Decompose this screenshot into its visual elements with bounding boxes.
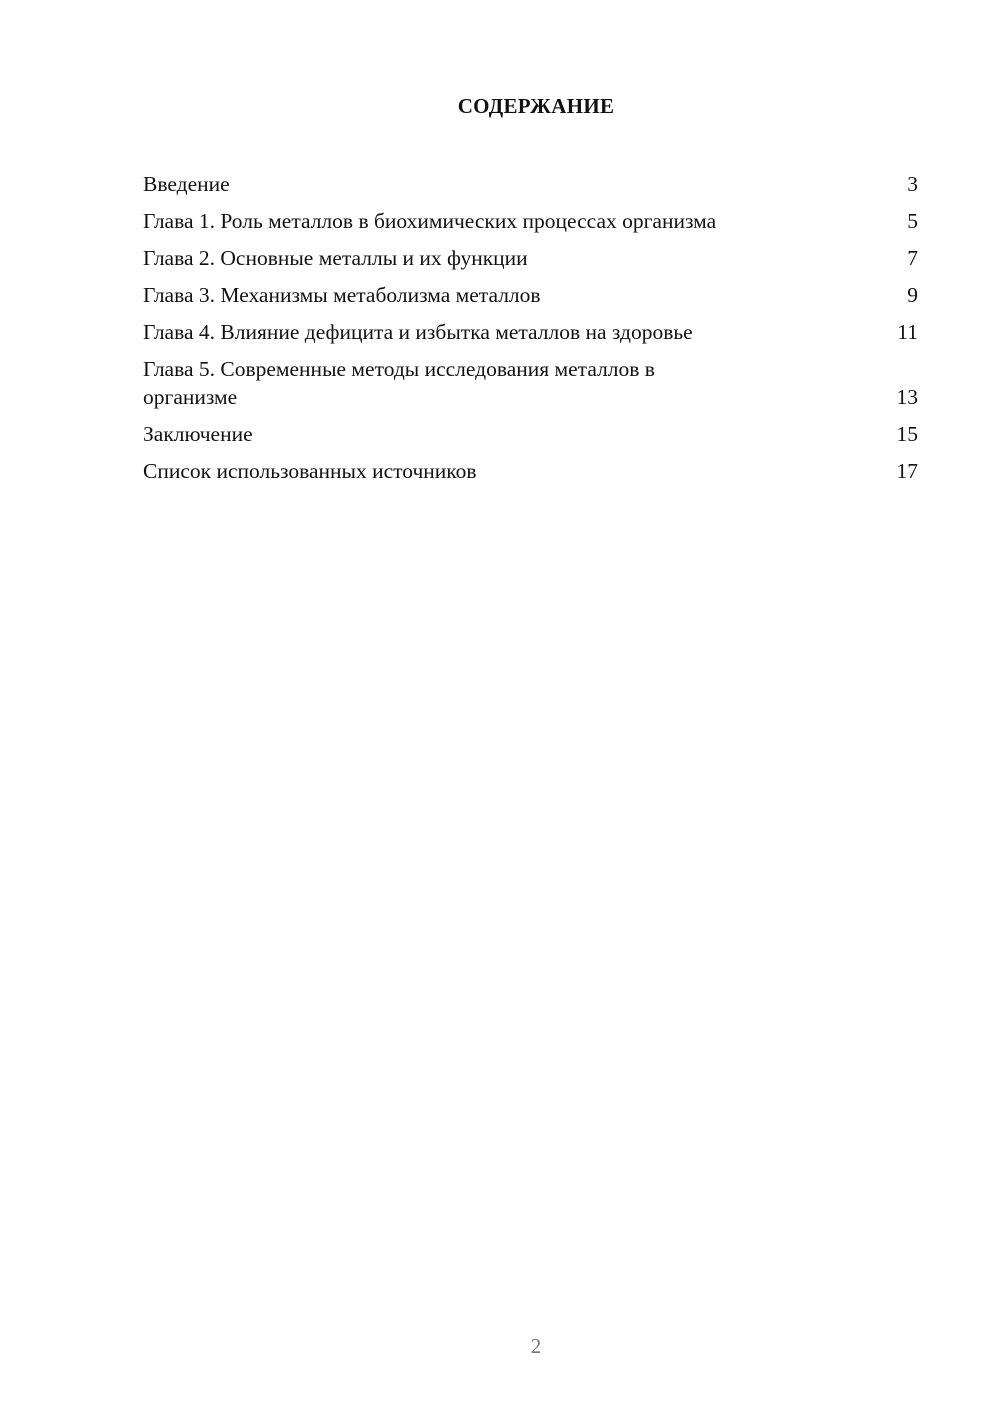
- toc-entry-label: Глава 2. Основные металлы и их функции: [143, 246, 528, 270]
- toc-entry-label: Глава 4. Влияние дефицита и избытка металлов на здоровье: [143, 320, 693, 344]
- toc-entry-chapter-1: [143, 207, 918, 235]
- toc-entry-chapter-3: [143, 281, 918, 309]
- toc-entry-page: 9: [907, 283, 918, 307]
- toc-entry-introduction: [143, 170, 918, 198]
- toc-entry-label: Список использованных источников: [143, 459, 477, 483]
- page-title: СОДЕРЖАНИЕ: [457, 94, 615, 118]
- toc-entry-label: Глава 3. Механизмы метаболизма металлов: [143, 283, 541, 307]
- toc-entry-label: Глава 1. Роль металлов в биохимических процессах организма: [143, 209, 717, 233]
- toc-entry-label: Глава 5. Современные методы исследования металлов в организме: [143, 357, 655, 409]
- table-of-contents: [143, 170, 918, 494]
- toc-entry-page: 3: [907, 172, 918, 196]
- toc-entry-chapter-4: [143, 318, 918, 346]
- toc-entry-label: Заключение: [143, 422, 253, 446]
- toc-entry-chapter-5: [143, 355, 918, 411]
- toc-entry-page: 11: [897, 320, 918, 344]
- page-number: 2: [530, 1334, 542, 1358]
- toc-entry-page: 15: [896, 422, 918, 446]
- toc-entry-page: 17: [896, 459, 918, 483]
- toc-entry-references: [143, 457, 918, 485]
- toc-entry-chapter-2: [143, 244, 918, 272]
- toc-entry-page: 13: [896, 385, 918, 409]
- toc-entry-conclusion: [143, 420, 918, 448]
- toc-entry-page: 5: [907, 209, 918, 233]
- toc-entry-page: 7: [907, 246, 918, 270]
- toc-entry-label: Введение: [143, 172, 230, 196]
